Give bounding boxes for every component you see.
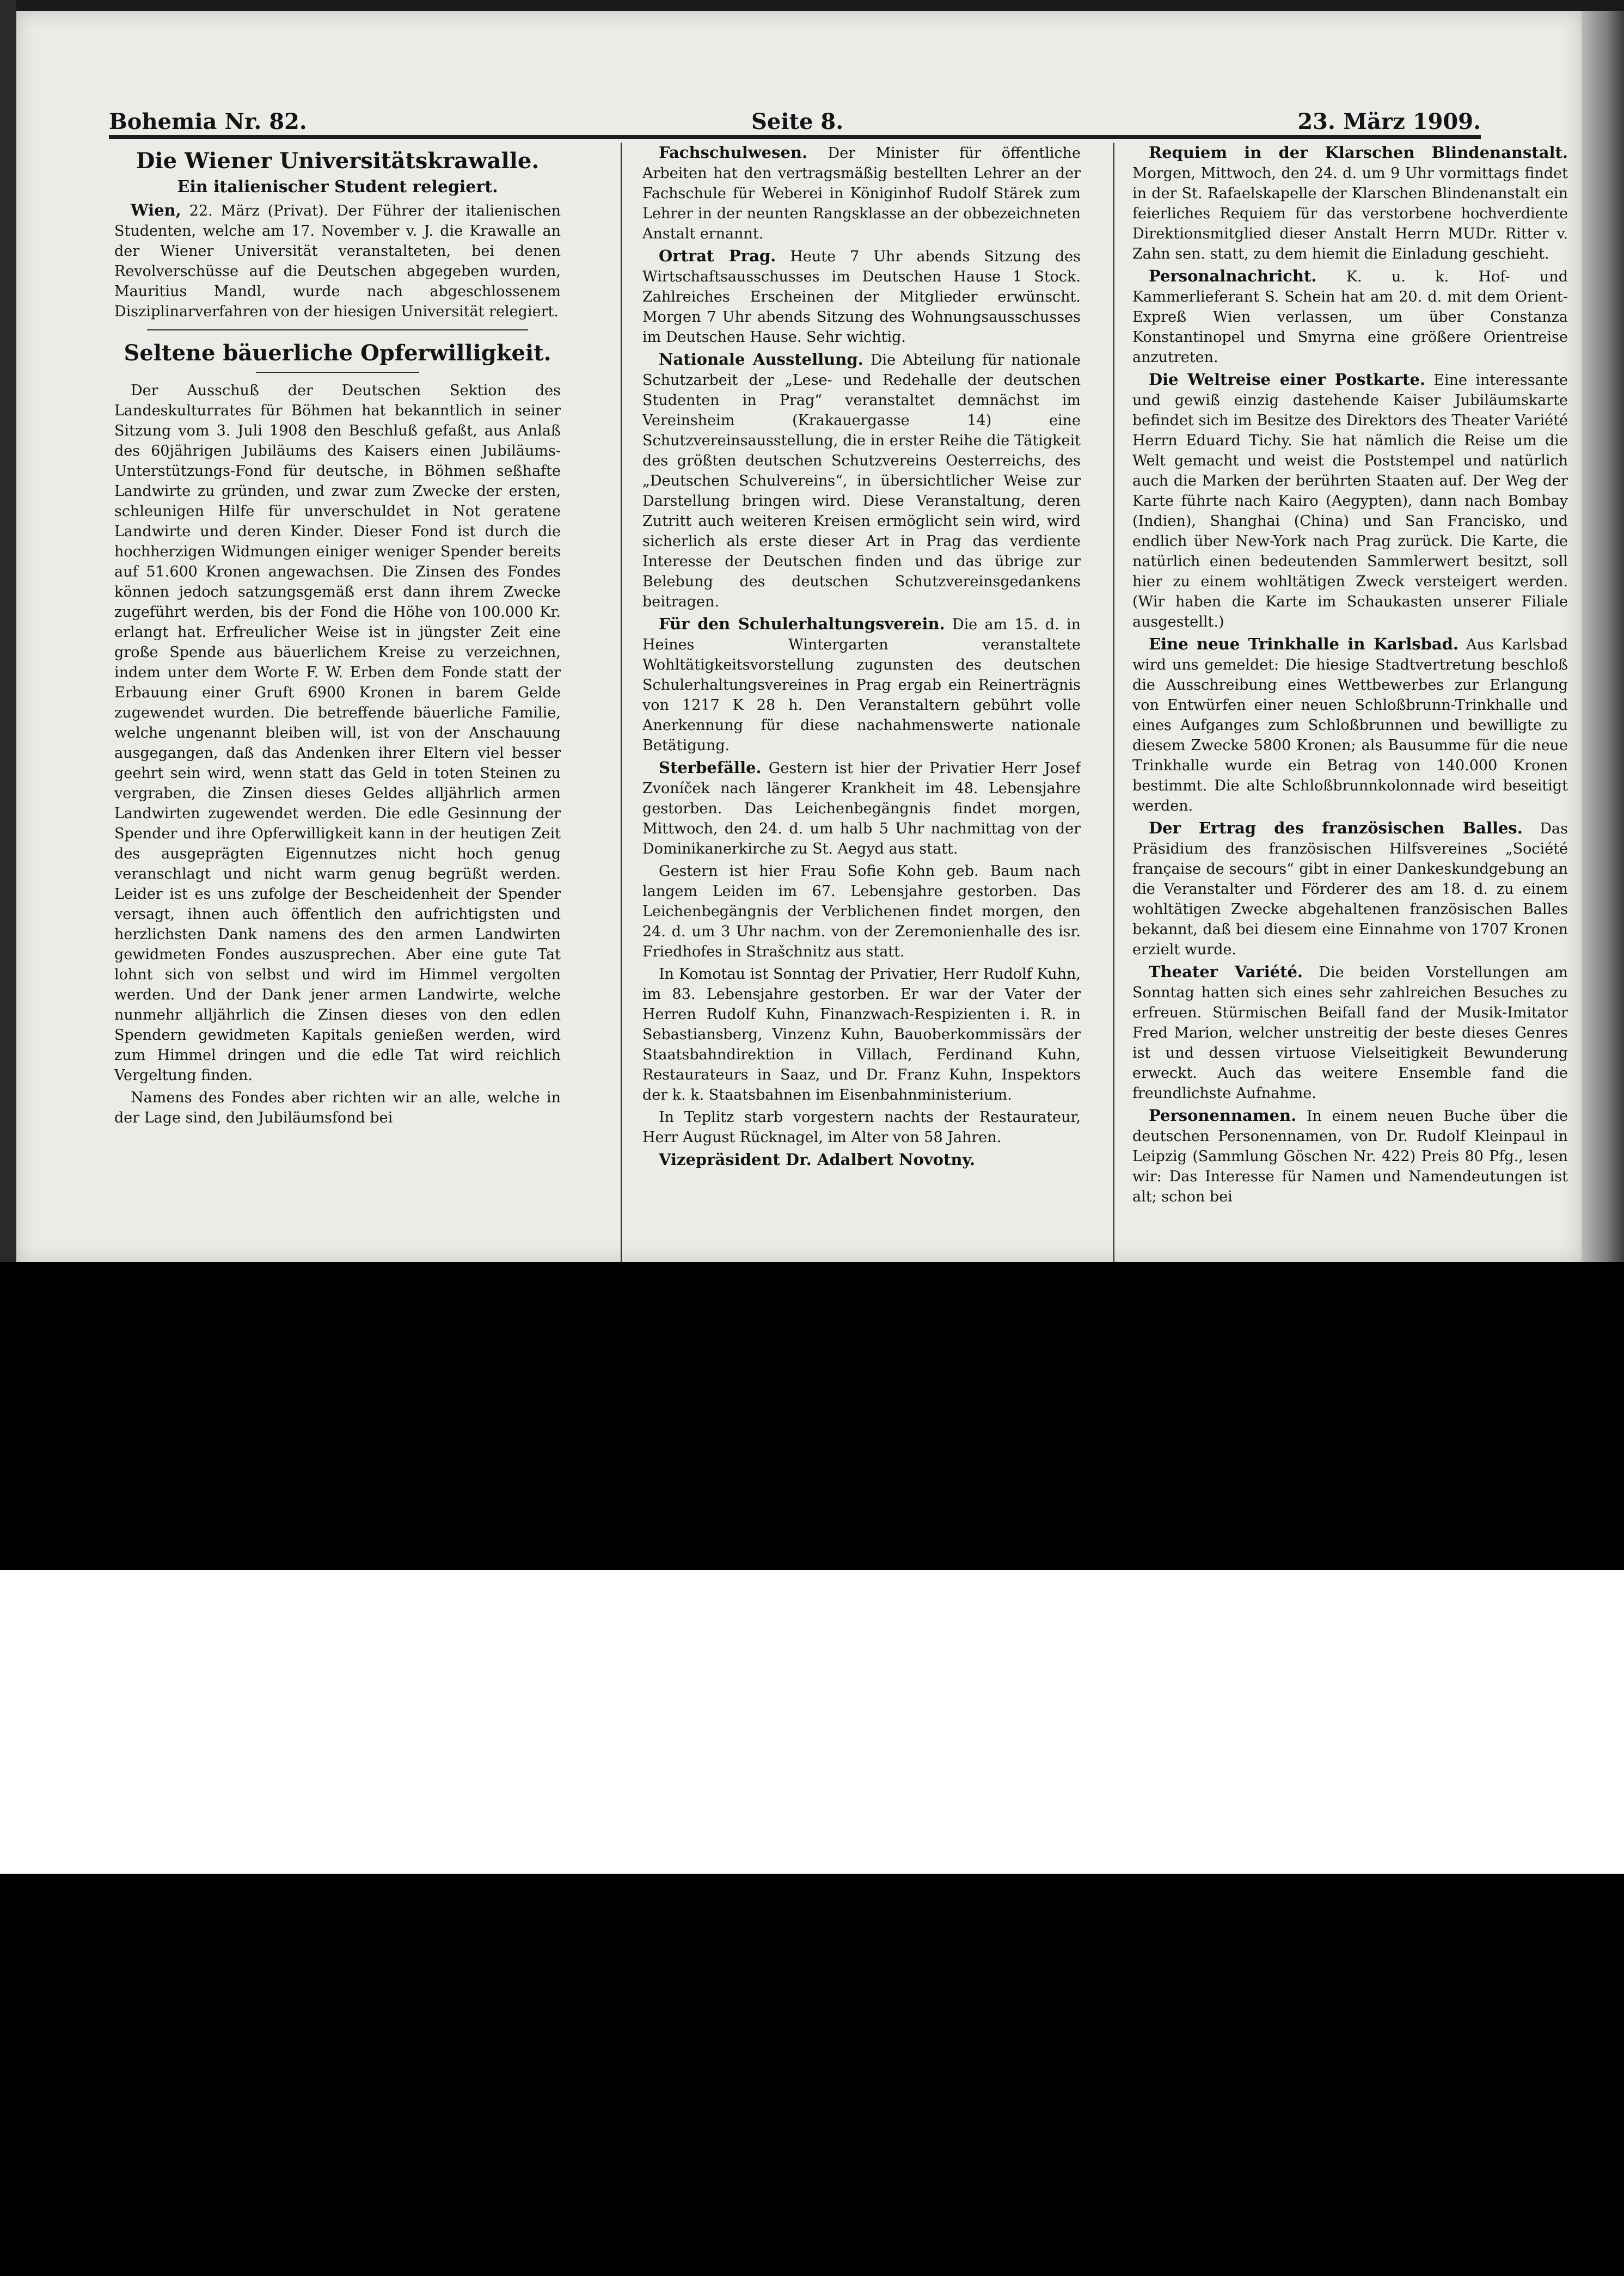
news-item-text: Eine interessante und gewiß einzig dastehende Kaiser Jubiläumskarte befindet sich im Besitze des Direktors des Theater Variété Herrn Eduard Tichy. Sie hat nämlich die Reise um die Welt gemacht und weist die Poststempel und natürlich auch die Marken der berührten Staaten auf. Der Weg der Karte führte nach Kairo (Aegypten), dann nach Bombay (Indien), Shanghai (China) und San Francisko, und endlich über New-York nach Prag zurück. Die Karte, die natürlich einen bedeutenden Sammlerwert besitzt, soll hier zu einem wohltätigen Zweck versteigert werden. (Wir haben die Karte im Schaukasten unserer Filiale ausgestellt.)	[1132, 372, 1568, 630]
page-edge-shadow	[1582, 11, 1624, 1263]
news-item-heading: Fachschulwesen.	[659, 143, 808, 162]
issue-date: 23. März 1909.	[1297, 109, 1481, 134]
scan-border-top	[0, 0, 1624, 12]
news-item-heading: Sterbefälle.	[659, 758, 762, 777]
article-paragraph: Der Ausschuß der Deutschen Sektion des Landeskulturrates für Böhmen hat bekanntlich in seiner Sitzung vom 3. Juli 1908 den Beschluß gefaßt, aus Anlaß des 60jährigen Jubiläums des Kaisers einen Jubiläums-Unterstützungs-Fond für deutsche, in Böhmen seßhafte Landwirte zu gründen, und zwar zum Zwecke der ersten, schleunigen Hilfe für unverschuldet in Not geratene Landwirte und deren Kinder. Dieser Fond ist durch die hochherzigen Widmungen einiger weniger Spender bereits auf 51.600 Kronen angewachsen. Die Zinsen des Fondes können jedoch satzungsgemäß erst dann ihrem Zwecke zugeführt werden, bis der Fond die Höhe von 100.000 Kr. erlangt hat. Erfreulicher Weise ist in jüngster Zeit eine große Spende aus bäuerlichem Kreise zu verzeichnen, indem unter dem Worte F. W. Erben dem Fonde statt der Erbauung einer Gruft 6900 Kronen in barem Gelde zugewendet wurden. Die betreffende bäuerliche Familie, welche ungenannt bleiben will, ist von der Anschauung ausgegangen, daß das Andenken ihrer Eltern viel besser geehrt sein wird, wenn statt das Geld in toten Steinen zu vergraben, die Zinsen dieses Geldes alljährlich armen Landwirten zugewendet werden. Die edle Gesinnung der Spender und ihre Opferwilligkeit kann in der heutigen Zeit des ausgeprägten Eigennutzes nicht hoch genug veranschlagt und nicht warm genug begrüßt werden. Leider ist es uns zufolge der Bescheidenheit der Spender versagt, ihnen auch öffentlich den aufrichtigsten und herzlichsten Dank namens des den armen Landwirten gewidmeten Fondes auszusprechen. Aber eine gute Tat lohnt sich von selbst und wird im Himmel vergolten werden. Und der Dank jener armen Landwirte, welche nunmehr alljährlich die Zinsen dieses von den edlen Spendern gewidmeten Kapitals genießen werden, wird zum Himmel dringen und die edle Tat wird reichlich Vergeltung finden.	[114, 382, 561, 1084]
column-1	[114, 143, 561, 1264]
page-number: Seite 8.	[751, 109, 844, 134]
news-item-paragraph: In Komotau ist Sonntag der Privatier, Herr Rudolf Kuhn, im 83. Lebensjahre gestorben. Er war der Vater der Herren Rudolf Kuhn, Finanzwach-Respizienten i. R. in Sebastiansberg, Vinzenz Kuhn, Bauoberkommissärs der Staatsbahndirektion in Villach, Ferdinand Kuhn, Restaurateurs in Saaz, und Dr. Franz Kuhn, Inspektors der k. k. Staatsbahnen im Eisenbahnministerium.	[642, 966, 1081, 1103]
news-item-text: Das Präsidium des französischen Hilfsvereines „Société française de secours“ gibt in einer Dankeskundgebung an die Veranstalter und Förderer des am 18. d. zu einem wohltätigen Zwecke abgehaltenen französischen Balles bekannt, daß bei diesem eine Einnahme von 1707 Kronen erzielt wurde.	[1132, 820, 1568, 958]
news-item-text: In einem neuen Buche über die deutschen Personennamen, von Dr. Rudolf Kleinpaul in Leipzig (Sammlung Göschen Nr. 422) Preis 80 Pfg., lesen wir: Das Interesse für Namen und Namendeutungen ist alt; schon bei	[1132, 1108, 1568, 1205]
news-item-text: Der Minister für öffentliche Arbeiten hat den vertragsmäßig bestellten Lehrer an der Fachschule für Weberei in Königinhof Rudolf Stärek zum Lehrer in der neunten Rangsklasse an der obbezeichneten Anstalt ernannt.	[642, 145, 1081, 242]
news-item	[1132, 818, 1568, 960]
news-item	[1132, 266, 1568, 367]
dateline: Wien,	[131, 201, 181, 219]
news-item-heading: Personennamen.	[1149, 1106, 1297, 1125]
news-item-heading: Personalnachricht.	[1149, 267, 1317, 285]
news-item-text: Heute 7 Uhr abends Sitzung des Wirtschaftsausschusses im Deutschen Hause 1 Stock. Zahlreiches Erscheinen der Mitglieder erwünscht. Morgen 7 Uhr abends Sitzung des Wohnungsausschusses im Deutschen Hause. Sehr wichtig.	[642, 248, 1081, 346]
article-subtitle: Ein italienischer Student relegiert.	[177, 177, 498, 197]
article-text: 22. März (Privat). Der Führer der italienischen Studenten, welche am 17. November v. J. die Krawalle an der Wiener Universität veranstalteten, bei denen Revolverschüsse auf die Deutschen abgegeben wurden, Mauritius Mandl, wurde nach abgeschlossenem Disziplinarverfahren von der hiesigen Universität relegiert.	[114, 203, 561, 320]
news-item-text: Die Abteilung für nationale Schutzarbeit der „Lese- und Redehalle der deutschen Studenten in Prag“ veranstaltet demnächst im Vereinsheim (Krakauergasse 14) eine Schutzvereinsausstellung, die in erster Reihe die Tätigkeit des größten deutschen Schutzvereins Oesterreichs, des „Deutschen Schulvereins“, in übersichtlicher Weise zur Darstellung bringen wird. Diese Veranstaltung, deren Zutritt auch weiteren Kreisen ermöglicht sein wird, wird sicherlich als erste dieser Art in Prag das verdiente Interesse der Deutschen finden und das übrige zur Belebung des deutschen Schutzvereinsgedankens beitragen.	[642, 352, 1081, 610]
news-item-heading: Für den Schulerhaltungsverein.	[659, 615, 945, 633]
column-2	[642, 143, 1081, 1264]
news-item-text: Aus Karlsbad wird uns gemeldet: Die hiesige Stadtvertretung beschloß die Ausschreibung eines Wettbewerbes zur Erlangung von Entwürfen einer neuen Schloßbrunn-Trinkhalle und eines Aufganges zum Schloßbrunnen und bewilligte zu diesem Zwecke 5800 Kronen; als Bausumme für die neue Trinkhalle wurde ein Betrag von 140.000 Kronen bestimmt. Die alte Schloßbrunnkolonnade wird beseitigt werden.	[1132, 636, 1568, 814]
news-item-heading: Die Weltreise einer Postkarte.	[1149, 370, 1425, 389]
article-separator	[147, 329, 528, 330]
news-item	[642, 143, 1081, 244]
article-title: Seltene bäuerliche Opferwilligkeit.	[124, 340, 551, 366]
news-item	[1132, 634, 1568, 816]
news-item	[1132, 1106, 1568, 1207]
news-item-heading: Eine neue Trinkhalle in Karlsbad.	[1149, 635, 1459, 653]
title-rule	[256, 372, 419, 373]
news-item-paragraph: In Teplitz starb vorgestern nachts der Restaurateur, Herr August Rücknagel, im Alter von 58 Jahren.	[642, 1109, 1081, 1146]
news-item	[642, 758, 1081, 859]
news-item-heading: Nationale Ausstellung.	[659, 350, 863, 369]
news-item-text: Morgen, Mittwoch, den 24. d. um 9 Uhr vormittags findet in der St. Rafaelskapelle der Klarschen Blindenanstalt ein feierliches Requiem für das verstorbene hochverdiente Direktionsmitglied dieser Anstalt Herrn MUDr. Ritter v. Zahn sen. statt, zu dem hiemit die Einladung geschieht.	[1132, 165, 1568, 262]
header-rule	[109, 135, 1481, 139]
news-item	[1132, 143, 1568, 264]
scan-border-left	[0, 0, 16, 1262]
column-3	[1132, 143, 1568, 1264]
news-item	[1132, 370, 1568, 632]
news-item	[642, 1150, 1081, 1170]
news-item-heading: Ortrat Prag.	[659, 247, 776, 265]
column-divider	[1113, 143, 1114, 1264]
news-item	[1132, 962, 1568, 1103]
news-item-text: Die am 15. d. in Heines Wintergarten veranstaltete Wohltätigkeitsvorstellung zugunsten des deutschen Schulerhaltungsvereines in Prag ergab ein Reinerträgnis von 1217 K 28 h. Den Veranstaltern gebührt volle Anerkennung für diese nachahmenswerte nationale Betätigung.	[642, 616, 1081, 754]
news-item-text: K. u. k. Hof- und Kammerlieferant S. Schein hat am 20. d. mit dem Orient-Expreß Wien verlassen, um über Constanza Konstantinopel und Smyrna eine größere Orientreise anzutreten.	[1132, 268, 1568, 366]
news-item	[642, 614, 1081, 756]
news-item	[642, 349, 1081, 612]
news-item-heading: Requiem in der Klarschen Blindenanstalt.	[1149, 143, 1568, 162]
column-divider	[621, 143, 622, 1264]
black-redaction-band	[0, 1874, 1624, 2276]
news-item-paragraph: Gestern ist hier Frau Sofie Kohn geb. Baum nach langem Leiden im 67. Lebensjahre gestorben. Das Leichenbegängnis der Verblichenen findet morgen, den 24. d. um 3 Uhr nachm. von der Zeremonienhalle des isr. Friedhofes in Strašchnitz aus statt.	[642, 863, 1081, 960]
article-paragraph: Namens des Fondes aber richten wir an alle, welche in der Lage sind, den Jubiläumsfond bei	[114, 1089, 561, 1126]
black-redaction-band	[0, 1262, 1624, 1570]
news-item-heading: Theater Variété.	[1149, 962, 1303, 981]
issue-number: Bohemia Nr. 82.	[109, 109, 307, 134]
news-item	[642, 246, 1081, 347]
news-item-text: Gestern ist hier der Privatier Herr Josef Zvoníček nach längerer Krankheit im 48. Lebensjahre gestorben. Das Leichenbegängnis findet morgen, Mittwoch, den 24. d. um halb 5 Uhr nachmittag von der Dominikanerkirche zu St. Aegyd aus statt.	[642, 760, 1081, 857]
news-item-heading: Vizepräsident Dr. Adalbert Novotny.	[659, 1150, 976, 1169]
news-item-text: Die beiden Vorstellungen am Sonntag hatten sich eines sehr zahlreichen Besuches zu erfreuen. Stürmischen Beifall fand der Musik-Imitator Fred Marion, welcher unstreitig der beste dieses Genres ist und dessen virtuose Vielseitigkeit Bewunderung erweckt. Auch das weitere Ensemble fand die freundlichste Aufnahme.	[1132, 964, 1568, 1102]
news-item-heading: Der Ertrag des französischen Balles.	[1149, 819, 1523, 837]
article-body	[114, 200, 561, 322]
article-title: Die Wiener Universitätskrawalle.	[136, 148, 540, 174]
